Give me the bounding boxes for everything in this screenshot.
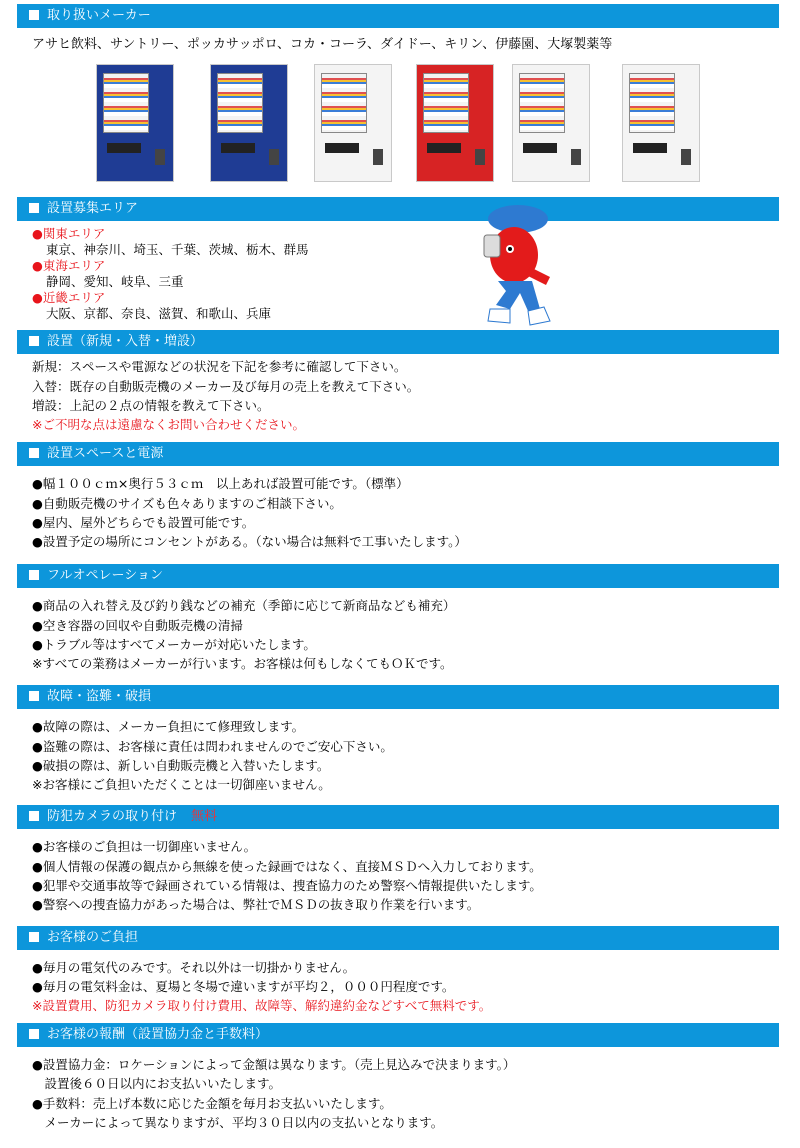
maker-list: アサヒ飲料、サントリー、ポッカサッポロ、コカ・コーラ、ダイドー、キリン、伊藤園、大塚製薬等 bbox=[32, 37, 613, 52]
section-header-install bbox=[17, 330, 779, 354]
damage-line-2: ●盗難の際は、お客様に責任は問われませんのでご安心下さい。 bbox=[32, 739, 393, 754]
camera-line-4: ●警察への捜査協力があった場合は、弊社でＭＳＤの抜き取り作業を行います。 bbox=[32, 897, 480, 912]
install-line-3: 増設：上記の２点の情報を教えて下さい。 bbox=[32, 398, 270, 413]
space-line-3: ●屋内、屋外どちらでも設置可能です。 bbox=[32, 515, 255, 530]
square-bullet-icon bbox=[29, 10, 39, 20]
damage-line-3: ●破損の際は、新しい自動販売機と入替いたします。 bbox=[32, 758, 330, 773]
section-header-reward bbox=[17, 1023, 779, 1047]
install-line-1: 新規：スペースや電源などの状況を下記を参考に確認して下さい。 bbox=[32, 359, 407, 374]
full-line-3: ●トラブル等はすべてメーカーが対応いたします。 bbox=[32, 637, 316, 652]
burden-line-1: ●毎月の電気代のみです。それ以外は一切掛かりません。 bbox=[32, 960, 356, 975]
section-title: 故障・盗難・破損 bbox=[47, 689, 152, 704]
kanto-label: ●関東エリア bbox=[32, 226, 106, 241]
burden-note: ※設置費用、防犯カメラ取り付け費用、故障等、解約違約金などすべて無料です。 bbox=[32, 998, 492, 1013]
vending-machine-image-4 bbox=[416, 64, 494, 182]
free-badge: 無料 bbox=[191, 809, 218, 824]
section-title: 設置募集エリア bbox=[47, 201, 139, 216]
square-bullet-icon bbox=[29, 336, 39, 346]
square-bullet-icon bbox=[29, 691, 39, 701]
reward-line-2: 設置後６０日以内にお支払いいたします。 bbox=[32, 1076, 282, 1091]
square-bullet-icon bbox=[29, 448, 39, 458]
kinki-list: 大阪、京都、奈良、滋賀、和歌山、兵庫 bbox=[46, 306, 272, 321]
burden-line-2: ●毎月の電気料金は、夏場と冬場で違いますが平均２，０００円程度です。 bbox=[32, 979, 455, 994]
tokai-label: ●東海エリア bbox=[32, 258, 106, 273]
section-header-space bbox=[17, 442, 779, 466]
camera-line-1: ●お客様のご負担は一切御座いません。 bbox=[32, 839, 257, 854]
section-title: お客様の報酬（設置協力金と手数料） bbox=[47, 1027, 269, 1042]
space-line-1: ●幅１００ｃｍ×奥行５３ｃｍ 以上あれば設置可能です。（標準） bbox=[32, 476, 409, 491]
reward-line-3: ●手数料：売上げ本数に応じた金額を毎月お支払いいたします。 bbox=[32, 1096, 392, 1111]
square-bullet-icon bbox=[29, 811, 39, 821]
camera-line-2: ●個人情報の保護の観点から無線を使った録画ではなく、直接ＭＳＤへ入力しております。 bbox=[32, 859, 542, 874]
reward-line-1: ●設置協力金：ロケーションによって金額は異なります。（売上見込みで決まります。） bbox=[32, 1057, 516, 1072]
reward-line-4: メーカーによって異なりますが、平均３０日以内の支払いとなります。 bbox=[32, 1115, 444, 1130]
section-title: 防犯カメラの取り付け bbox=[47, 809, 178, 824]
space-line-4: ●設置予定の場所にコンセントがある。（ない場合は無料で工事いたします。） bbox=[32, 534, 467, 549]
install-note: ※ご不明な点は遠慮なくお問い合わせください。 bbox=[32, 417, 305, 432]
vending-machine-image-2 bbox=[210, 64, 288, 182]
damage-line-1: ●故障の際は、メーカー負担にて修理致します。 bbox=[32, 719, 305, 734]
damage-line-4: ※お客様にご負担いただくことは一切御座いません。 bbox=[32, 777, 331, 792]
section-title: お客様のご負担 bbox=[47, 930, 139, 945]
section-header-makers bbox=[17, 4, 779, 28]
vending-machine-image-3 bbox=[314, 64, 392, 182]
section-title: フルオペレーション bbox=[47, 568, 163, 583]
full-line-2: ●空き容器の回収や自動販売機の清掃 bbox=[32, 618, 243, 633]
kinki-label: ●近畿エリア bbox=[32, 290, 106, 305]
section-header-full-operation bbox=[17, 564, 779, 588]
full-line-4: ※すべての業務はメーカーが行います。お客様は何もしなくてもＯＫです。 bbox=[32, 656, 453, 671]
vending-machine-image-5 bbox=[512, 64, 590, 182]
section-header-burden bbox=[17, 926, 779, 950]
square-bullet-icon bbox=[29, 1029, 39, 1039]
space-line-2: ●自動販売機のサイズも色々ありますのご相談下さい。 bbox=[32, 496, 342, 511]
section-header-damage bbox=[17, 685, 779, 709]
vending-machine-image-6 bbox=[622, 64, 700, 182]
tokai-list: 静岡、愛知、岐阜、三重 bbox=[46, 274, 184, 289]
section-title: 取り扱いメーカー bbox=[47, 8, 151, 23]
section-title: 設置（新規・入替・増設） bbox=[47, 334, 204, 349]
section-header-camera bbox=[17, 805, 779, 829]
mascot-image bbox=[470, 197, 560, 337]
square-bullet-icon bbox=[29, 932, 39, 942]
install-line-2: 入替：既存の自動販売機のメーカー及び毎月の売上を教えて下さい。 bbox=[32, 379, 420, 394]
square-bullet-icon bbox=[29, 203, 39, 213]
full-line-1: ●商品の入れ替え及び釣り銭などの補充（季節に応じて新商品なども補充） bbox=[32, 598, 456, 613]
kanto-list: 東京、神奈川、埼玉、千葉、茨城、栃木、群馬 bbox=[46, 242, 309, 257]
vending-machine-image-1 bbox=[96, 64, 174, 182]
section-header-areas bbox=[17, 197, 779, 221]
camera-line-3: ●犯罪や交通事故等で録画されている情報は、捜査協力のため警察へ情報提供いたします。 bbox=[32, 878, 542, 893]
section-title: 設置スペースと電源 bbox=[47, 446, 164, 461]
square-bullet-icon bbox=[29, 570, 39, 580]
